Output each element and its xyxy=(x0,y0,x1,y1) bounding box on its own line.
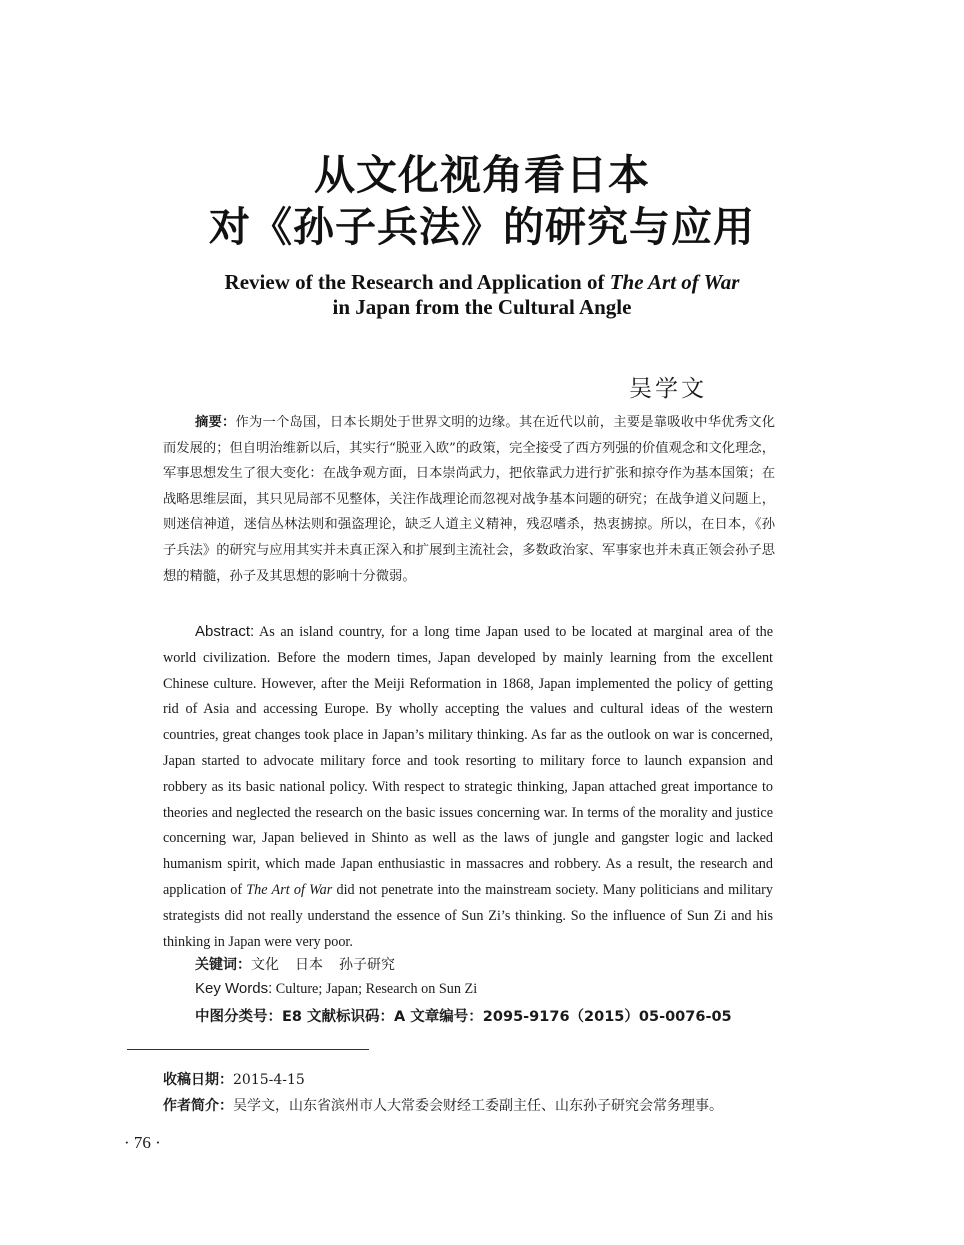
page-number: · 76 · xyxy=(124,1133,161,1152)
keywords-chinese xyxy=(195,954,395,974)
bio-value: 吴学文，山东省滨州市人大常委会财经工委副主任、山东孙子研究会常务理事。 xyxy=(233,1098,723,1114)
title-english-line-2: in Japan from the Cultural Angle xyxy=(332,295,632,319)
keywords-english-text: Culture; Japan; Research on Sun Zi xyxy=(272,981,478,997)
keyword-item: 日本 xyxy=(295,957,323,973)
title-chinese-line-2: 对《孙子兵法》的研究与应用 xyxy=(209,203,755,251)
title-english-prefix: Review of the Research and Application of xyxy=(224,270,610,294)
keyword-item: 孙子研究 xyxy=(339,957,395,973)
title-english-line-1 xyxy=(0,270,964,295)
abstract-english xyxy=(163,619,773,955)
abstract-chinese-text: 作为一个岛国，日本长期处于世界文明的边缘。其在近代以前，主要是靠吸收中华优秀文化而发展的；但自明治维新以后，其实行“脱亚入欧”的政策，完全接受了西方列强的价值观念和文化理念，军事思想发生了很大变化：在战争观方面，日本崇尚武力，把依靠武力进行扩张和掠夺作为基本国策；在战略思维层面，其只见局部不见整体，关注作战理论而忽视对战争基本问题的研究；在战争道义问题上，则迷信神道，迷信丛林法则和强盗理论，缺乏人道主义精神，残忍嗜杀，热衷掳掠。所以，在日本，《孙子兵法》的研究与应用其实并未真正深入和扩展到主流社会，多数政治家、军事家也并未真正领会孙子思想的精髓，孙子及其思想的影响十分微弱。 xyxy=(163,415,776,584)
abstract-chinese xyxy=(163,410,775,589)
keywords-english xyxy=(195,980,477,998)
keywords-english-label: Key Words: xyxy=(195,980,273,997)
abstract-english-italic: The Art of War xyxy=(246,881,333,898)
author-name: 吴学文 xyxy=(629,376,707,402)
bio-label: 作者简介： xyxy=(163,1098,233,1114)
keywords-chinese-label: 关键词： xyxy=(195,957,251,973)
title-chinese-line-1: 从文化视角看日本 xyxy=(314,151,650,199)
title-english-italic: The Art of War xyxy=(609,270,740,294)
abstract-chinese-label: 摘要： xyxy=(195,415,236,430)
footnote-divider xyxy=(127,1049,369,1050)
footnote-author-bio xyxy=(163,1095,723,1115)
abstract-english-label: Abstract: xyxy=(195,623,255,640)
abstract-english-text-b: did not penetrate into the mainstream society. Many politicians and military strategists did not really understand the essence of Sun Zi’s thinking. So the influence of Sun Zi and his thinking in Japan were very poor. xyxy=(163,881,773,950)
footnote-received xyxy=(163,1069,305,1089)
received-label: 收稿日期： xyxy=(163,1072,233,1088)
keyword-item: 文化 xyxy=(251,957,279,973)
classification-line: 中图分类号：E8 文献标识码：A 文章编号：2095-9176（2015）05-0076-05 xyxy=(195,1009,732,1025)
received-value: 2015-4-15 xyxy=(233,1072,305,1088)
abstract-english-text-a: As an island country, for a long time Japan used to be located at marginal area of the world civilization. Before the modern times, Japan developed by mainly learning from the excellent Chinese culture. However, after the Meiji Reformation in 1868, Japan implemented the policy of getting rid of Asia and accessing Europe. By wholly accepting the values and cultural ideas of the western countries, great changes took place in Japan’s military thinking. As far as the outlook on war is concerned, Japan started to advocate military force and took resorting to military force to launch expansion and robbery as its basic national policy. With respect to strategic thinking, Japan attached great importance to theories and neglected the research on the basic issues concerning war. In terms of the morality and justice concerning war, Japan believed in Shinto as well as the laws of jungle and gangster logic and lacked humanism spirit, which made Japan enthusiastic in massacres and robbery. As a result, the research and application of xyxy=(163,624,773,898)
